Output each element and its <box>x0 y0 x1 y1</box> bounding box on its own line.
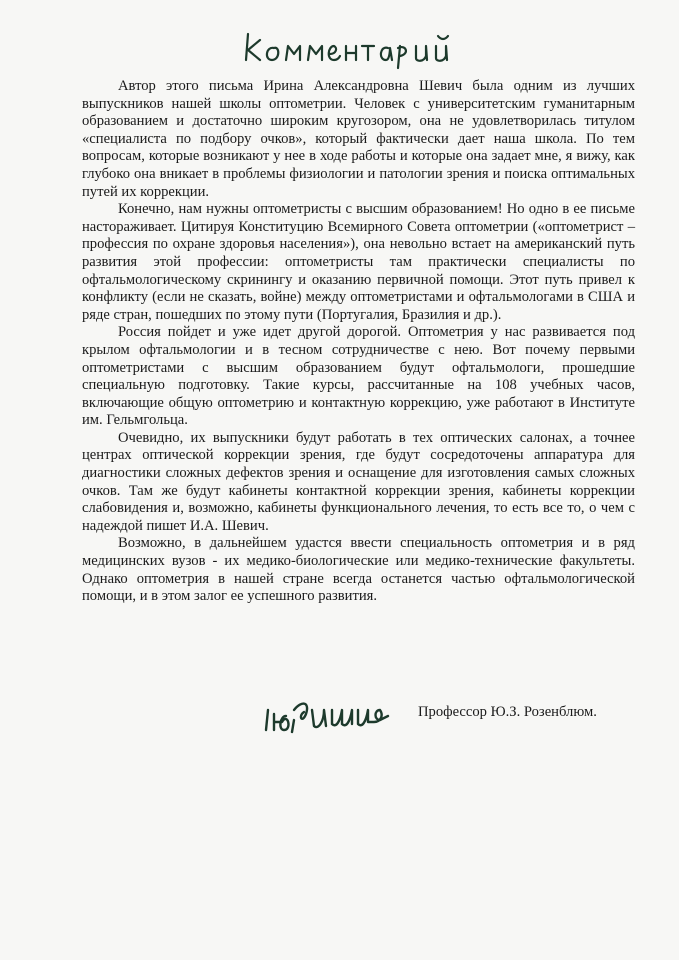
paragraph-5: Возможно, в дальнейшем удастся ввести специальность оптометрия и в ряд медицинских вузов - их медико-биологические или медико-технические факультеты. Однако оптометрия в нашей стране всегда останется частью офтальмологической помощи, и в этом залог ее успешного развития. <box>82 535 635 605</box>
paragraph-1: Автор этого письма Ирина Александровна Шевич была одним из лучших выпускников нашей школы оптометрии. Человек с университетским гуманитарным образованием и достаточно широким кругозором, она не удовлетворилась титулом «специалиста по подбору очков», который фактически дает наша школа. По тем вопросам, которые возникают у нее в ходе работы и которые она задает мне, я вижу, как глубоко она вникает в проблемы физиологии и патологии зрения и поиска оптимальных путей их коррекции. <box>82 78 635 200</box>
signer-name: Профессор Ю.З. Розенблюм. <box>418 704 597 720</box>
letter-body <box>82 78 635 606</box>
paragraph-2: Конечно, нам нужны оптометристы с высшим образованием! Но одно в ее письме настораживает. Цитируя Конституцию Всемирного Совета оптометрии («оптометрист – профессия по охране здоровья населения»), она невольно встает на американский путь развития этой профессии: оптометристы там практически специалисты по офтальмологическому скринингу и оказанию первичной помощи. Этот путь привел к конфликту (если не сказать, войне) между оптометристами и офтальмологами в США и ряде стран, пошедших по этому пути (Португалия, Бразилия и др.). <box>82 201 635 323</box>
paragraph-4: Очевидно, их выпускники будут работать в тех оптических салонах, а точнее центрах оптической коррекции зрения, где будут сосредоточены аппаратура для диагностики сложных дефектов зрения и оснащение для изготовления самых сложных очков. Там же будут кабинеты контактной коррекции зрения, кабинеты коррекции слабовидения и, возможно, кабинеты функционального лечения, то есть все то, о чем с надеждой пишет И.А. Шевич. <box>82 429 635 534</box>
handwritten-signature <box>262 686 392 734</box>
handwritten-heading <box>240 18 480 70</box>
paragraph-3: Россия пойдет и уже идет другой дорогой. Оптометрия у нас развивается под крылом офтальмологии и в тесном сотрудничестве с нею. Вот почему первыми оптометристами с высшим образованием будут офтальмологи, прошедшие специальную подготовку. Такие курсы, рассчитанные на 108 учебных часов, включающие общую оптометрию и контактную коррекцию, уже работают в Институте им. Гельмгольца. <box>82 324 635 429</box>
